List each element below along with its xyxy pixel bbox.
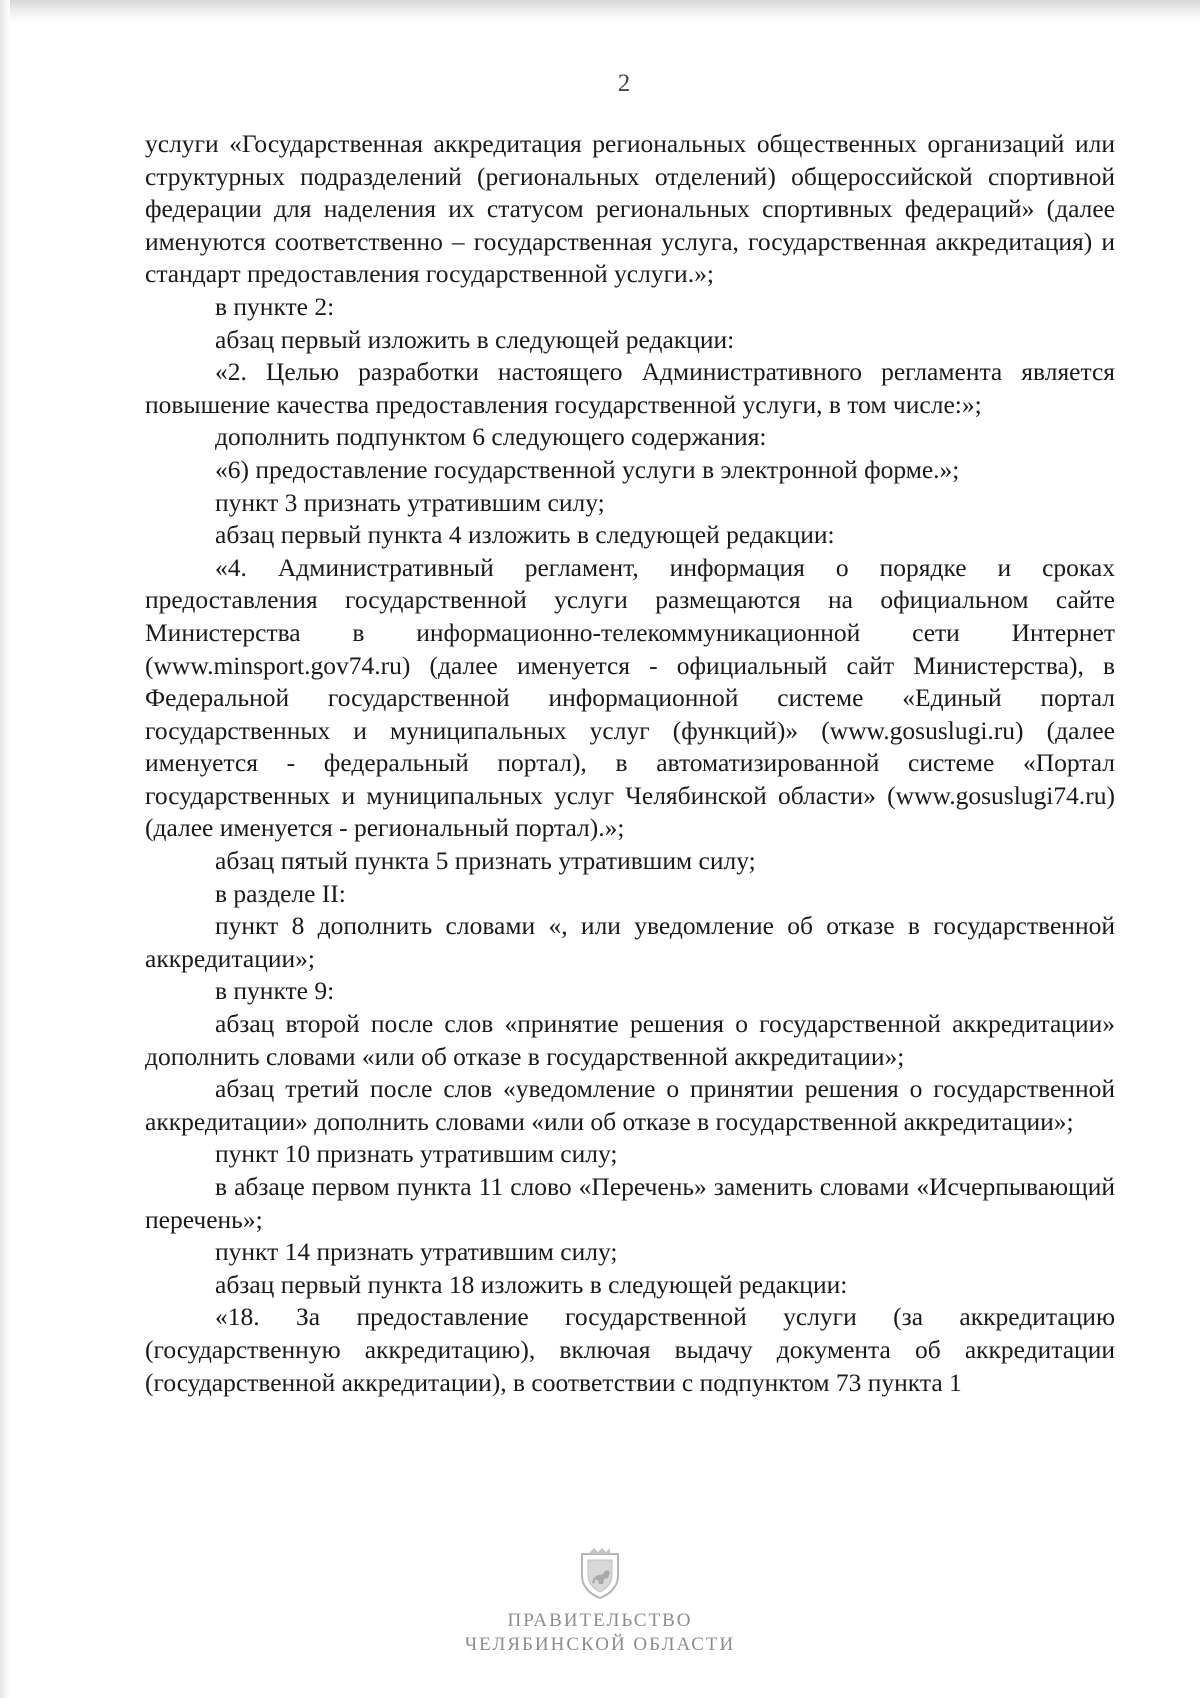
paragraph: в абзаце первом пункта 11 слово «Перечень» заменить словами «Исчерпывающий перечень»; (145, 1172, 1115, 1234)
paragraph: в пункте 9: (215, 976, 335, 1006)
paragraph: абзац первый пункта 4 изложить в следующей редакции: (215, 520, 835, 550)
paragraph: «4. Административный регламент, информация о порядке и сроках предоставления государственной услуги размещаются на официальном сайте Министерства в информационно-телекоммуникационной сети Интернет (www.minsport.gov74.ru) (далее именуется - официальный сайт Министерства), в Федеральной государственной информационной системе «Единый портал государственных и муниципальных услуг (функций)» (www.gosuslugi.ru) (далее именуется - федеральный портал), в автоматизированной системе «Портал государственных и муниципальных услуг Челябинской области» (www.gosuslugi74.ru) (далее именуется - региональный портал).»; (145, 552, 1115, 843)
paragraph: пункт 10 признать утратившим силу; (215, 1139, 618, 1169)
paragraph: абзац пятый пункта 5 признать утратившим силу; (215, 846, 756, 876)
paragraph: пункт 14 признать утратившим силу; (215, 1237, 618, 1267)
paragraph: «6) предоставление государственной услуги в электронной форме.»; (215, 454, 960, 484)
paragraph: в разделе II: (215, 878, 346, 908)
watermark-line-2: ЧЕЛЯБИНСКОЙ ОБЛАСТИ (464, 1634, 736, 1655)
document-body (145, 128, 1115, 1399)
scan-edge-top (0, 0, 1200, 22)
watermark-line-1: ПРАВИТЕЛЬСТВО (507, 1610, 693, 1631)
chelyabinsk-coat-of-arms-icon (390, 1548, 810, 1605)
government-watermark (390, 1548, 810, 1657)
paragraph: пункт 3 признать утратившим силу; (215, 487, 605, 517)
paragraph: абзац второй после слов «принятие решения о государственной аккредитации» дополнить словами «или об отказе в государственной аккредитации»; (145, 1009, 1115, 1071)
paragraph: абзац первый изложить в следующей редакции: (215, 324, 735, 354)
paragraph: «2. Целью разработки настоящего Административного регламента является повышение качества предоставления государственной услуги, в том числе:»; (145, 357, 1115, 419)
paragraph: «18. За предоставление государственной услуги (за аккредитацию (государственную аккредитацию), включая выдачу документа об аккредитации (государственной аккредитации), в соответствии с подпунктом 73 пункта 1 (145, 1302, 1115, 1397)
paragraph: дополнить подпунктом 6 следующего содержания: (215, 422, 767, 452)
paragraph: услуги «Государственная аккредитация региональных общественных организаций или структурных подразделений (региональных отделений) общероссийской спортивной федерации для наделения их статусом региональных спортивных федераций» (далее именуются соответственно – государственная услуга, государственная аккредитация) и стандарт предоставления государственной услуги.»; (145, 129, 1115, 289)
paragraph: абзац первый пункта 18 изложить в следующей редакции: (215, 1269, 848, 1299)
scan-edge-left (0, 0, 10, 1698)
paragraph: абзац третий после слов «уведомление о принятии решения о государственной аккредитации» дополнить словами «или об отказе в государственной аккредитации»; (145, 1074, 1115, 1136)
paragraph: пункт 8 дополнить словами «, или уведомление об отказе в государственной аккредитации»; (145, 911, 1115, 973)
page-number: 2 (617, 70, 631, 97)
paragraph: в пункте 2: (215, 291, 335, 321)
